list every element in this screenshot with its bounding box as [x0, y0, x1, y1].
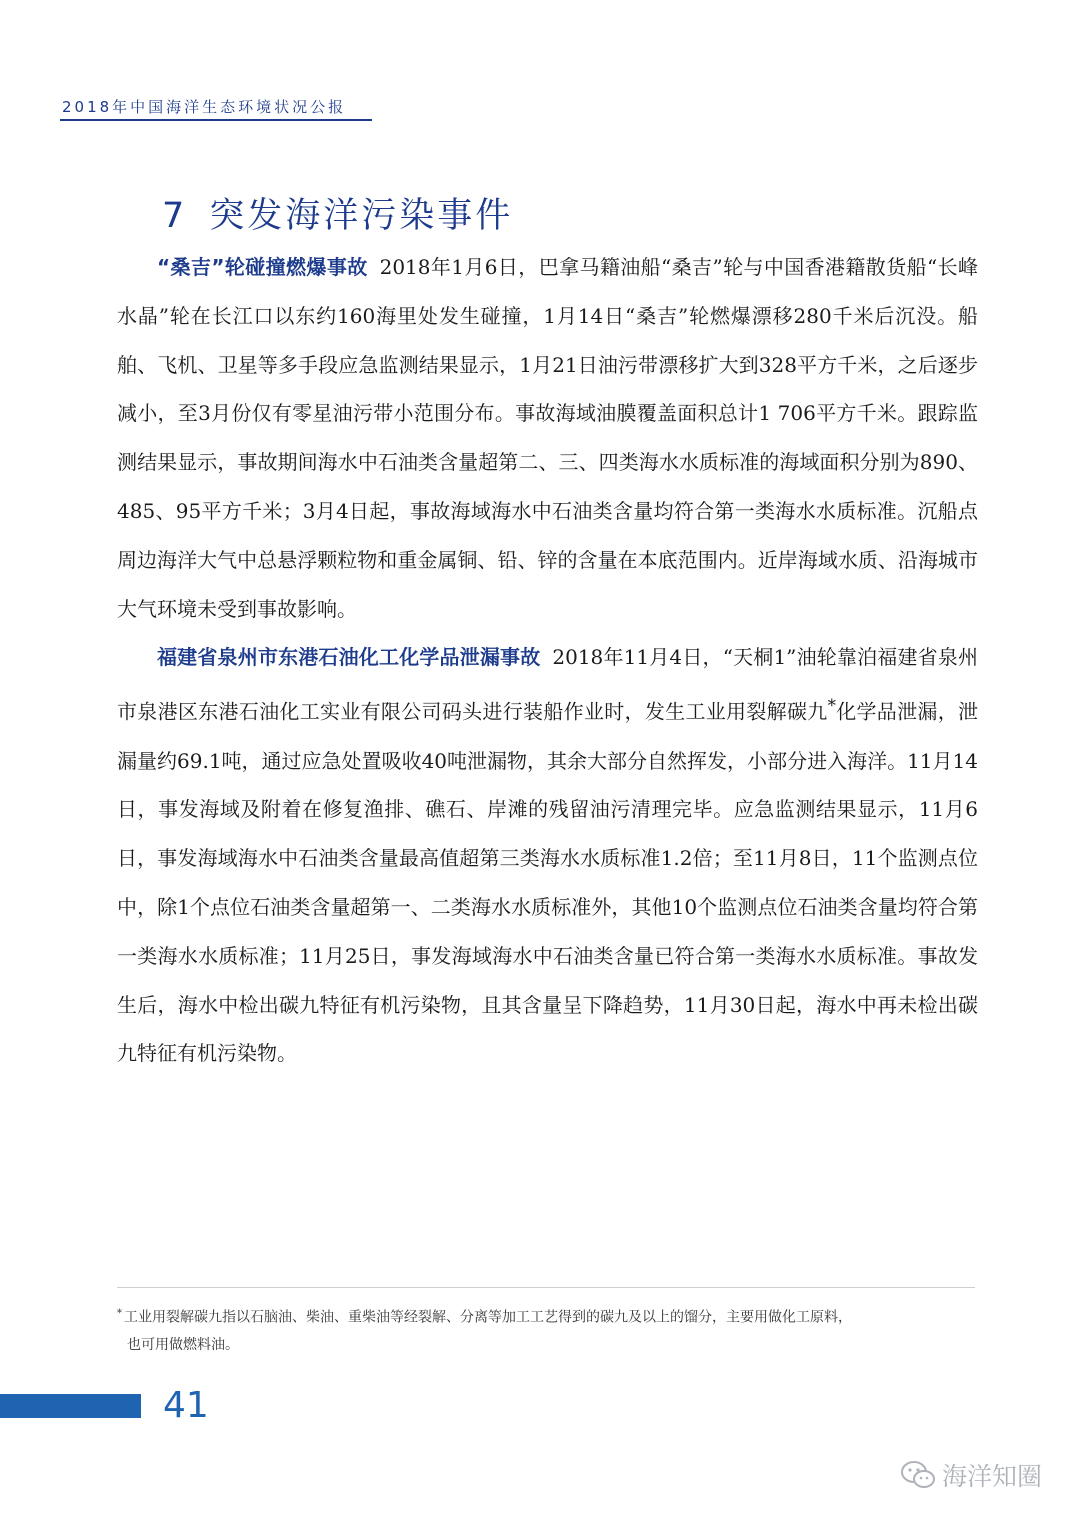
page-number: 41 [163, 1385, 209, 1426]
footnote-line-2: 也可用做燃料油。 [127, 1336, 239, 1353]
body-text [117, 243, 978, 1078]
section-heading [162, 188, 513, 238]
paragraph-body-part2: 化学品泄漏，泄漏量约69.1吨，通过应急处置吸收40吨泄漏物，其余大部分自然挥发，小部分进入海洋。11月14日，事发海域及附着在修复渔排、礁石、岸滩的残留油污清理完毕。应急监测结果显示，11月6日，事发海域海水中石油类含量最高值超第三类海水水质标准1.2倍；至11月8日，11个监测点位中，除1个点位石油类含量超第一、二类海水水质标准外，其他10个监测点位石油类含量均符合第一类海水水质标准；11月25日，事发海域海水中石油类含量已符合第一类海水水质标准。事故发生后，海水中检出碳九特征有机污染物，且其含量呈下降趋势，11月30日起，海水中再未检出碳九特征有机污染物。 [117, 699, 979, 1066]
footnote-mark: * [117, 1308, 122, 1319]
paragraph-sanchi-accident [117, 243, 978, 633]
watermark [900, 1457, 1042, 1493]
paragraph-body: 2018年1月6日，巴拿马籍油船“桑吉”轮与中国香港籍散货船“长峰水晶”轮在长江口以东约160海里处发生碰撞，1月14日“桑吉”轮燃爆漂移280千米后沉没。船舶、飞机、卫星等多手段应急监测结果显示，1月21日油污带漂移扩大到328平方千米，之后逐步减小，至3月份仅有零星油污带小范围分布。事故海域油膜覆盖面积总计1 706平方千米。跟踪监测结果显示，事故期间海水中石油类含量超第二、三、四类海水水质标准的海域面积分别为890、485、95平方千米；3月4日起，事故海域海水中石油类含量均符合第一类海水水质标准。沉船点周边海洋大气中总悬浮颗粒物和重金属铜、铅、锌的含量在本底范围内。近岸海域水质、沿海城市大气环境未受到事故影响。 [117, 255, 978, 621]
paragraph-quanzhou-leak [117, 633, 978, 1078]
footnote [117, 1300, 979, 1359]
paragraph-lead-title: “桑吉”轮碰撞燃爆事故 [157, 255, 368, 279]
footnote-divider [117, 1287, 975, 1288]
paragraph-body-part1: 2018年11月4日，“天桐1”油轮靠泊福建省泉州市泉港区东港石油化工实业有限公司码头进行装船作业时，发生工业用裂解碳九 [117, 645, 978, 724]
report-header-title: 2018年中国海洋生态环境状况公报 [62, 98, 347, 116]
page-number-bar [0, 1394, 141, 1418]
footnote-line-1: 工业用裂解碳九指以石脑油、柴油、重柴油等经裂解、分离等加工工艺得到的碳九及以上的馏分，主要用做化工原料， [124, 1309, 852, 1326]
section-number: 7 [162, 196, 188, 236]
header-underline [60, 119, 372, 121]
paragraph-lead-title: 福建省泉州市东港石油化工化学品泄漏事故 [157, 645, 541, 670]
footnote-reference: * [827, 696, 836, 716]
section-title: 突发海洋污染事件 [209, 196, 514, 236]
watermark-text: 海洋知圈 [942, 1462, 1043, 1491]
wechat-icon [900, 1460, 936, 1490]
